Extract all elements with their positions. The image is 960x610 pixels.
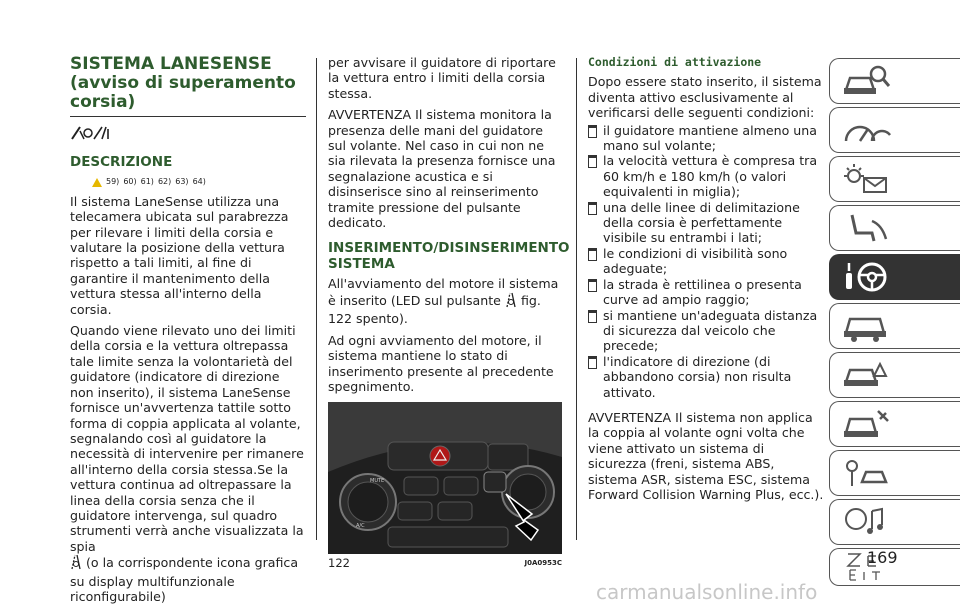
tab-maintenance[interactable] [829,401,960,447]
warning-paragraph: AVVERTENZA Il sistema monitora la presenza delle mani del guidatore sul volante. Nel caso in cui non ne sia rilevata la presenza fornisce una segnalazione acustica e si disinserisce sino al reinserimento tramite pressione del pulsante dedicato. [328,107,556,231]
paragraph: per avvisare il guidatore di riportare la vettura entro i limiti della corsia stessa. [328,55,556,101]
car-data-icon [842,456,892,490]
tab-dashboard[interactable] [829,107,960,153]
figure-number: 122 [328,556,350,571]
paragraph: Ad ogni avviamento del motore, il sistema mantiene lo stato di inserimento presente al precedente spegnimento. [328,332,554,394]
car-wrench-icon [842,407,892,441]
list-item: la strada è rettilinea o presenta curve ad ampio raggio; [588,277,824,308]
watermark: carmanualsonline.info [596,580,818,604]
dashboard-gauge-icon [842,113,892,147]
title-divider [70,116,306,117]
mute-label: MUTE [370,478,385,485]
list-item: l'indicatore di direzione (di abbandono corsia) non risulta attivato. [588,354,824,400]
paragraph: All'avviamento del motore il sistema è inserito (LED sul pulsante fig. 122 spento). [328,276,559,327]
lane-button-icon [505,292,517,311]
subheading-condizioni: Condizioni di attivazione [588,55,762,69]
tab-emergency[interactable] [829,352,960,398]
column-divider [576,58,577,540]
column-3 [588,55,824,508]
tab-safety-steering[interactable] [829,254,960,300]
ac-label: A/C [356,523,365,530]
list-item: il guidatore mantiene almeno una mano sul volante; [588,123,824,154]
figure-code: J0A0953C [524,559,562,568]
bullet-icon [588,202,597,215]
warning-light-message-icon [842,162,892,196]
paragraph: Dopo essere stato inserito, il sistema diventa attivo esclusivamente al verificarsi delle seguenti condizioni: [588,74,822,121]
list-item: si mantiene un'adeguata distanza di sicurezza dal veicolo che precede; [588,308,824,354]
section-heading-descrizione: DESCRIZIONE [70,154,173,171]
bullet-icon [588,125,597,138]
warning-paragraph: AVVERTENZA Il sistema non applica la coppia al volante ogni volta che viene attivato un sistema di sicurezza (freni, sistema ABS, sistema ASR, sistema ESC, sistema Forward Collision Warning Plus, ecc.). [588,409,824,502]
bullet-icon [588,279,597,292]
list-item: le condizioni di visibilità sono adeguate; [588,246,824,277]
column-divider [316,58,317,540]
lanesense-logo-icon [70,125,306,144]
warning-references: 59) 60) 61) 62) 63) 64) [92,174,306,189]
page-number: 169 [867,548,898,567]
paragraph: (o la corrispondente icona grafica su display multifunzionale riconfigurabile) [70,555,299,604]
bullet-icon [588,248,597,261]
bullet-icon [588,155,597,168]
figure-caption [328,556,562,571]
car-search-icon [842,64,892,98]
bullet-icon [588,310,597,323]
tab-technical-data[interactable] [829,450,960,496]
tab-start[interactable] [829,303,960,349]
lane-warning-lamp-icon [70,554,82,573]
warning-triangle-icon [92,178,102,187]
figure-dashboard-photo [328,402,562,554]
tab-multimedia[interactable] [829,499,960,545]
page-title: SISTEMA LANESENSE (avviso di superamento corsia) [70,54,296,112]
column-1 [70,55,306,610]
paragraph: Il sistema LaneSense utilizza una telecamera ubicata sul parabrezza per rilevare i limiti della corsia e valutare la posizione della vettura rispetto a tali limiti, al fine di garantire il mantenimento della vettura stessa all'interno della corsia. [70,193,289,317]
bullet-icon [588,356,597,369]
tab-seats[interactable] [829,205,960,251]
section-heading-inserimento: INSERIMENTO/DISINSERIMENTO SISTEMA [328,240,570,273]
conditions-list [588,123,824,400]
multimedia-icon [842,505,892,539]
list-item: una delle linee di delimitazione della corsia è perfettamente visibile su entrambi i lati; [588,200,824,246]
paragraph: Quando viene rilevato uno dei limiti della corsia e la vettura oltrepassa tale limite senza la volontarietà del guidatore (indicatore di direzione non inserito), il sistema LaneSense fornisce un'avvertenza tattile sotto forma di coppia applicata al volante, segnalando così al guidatore la necessità di intervenire per rimanere all'interno della corsia stessa.Se la vettura continua ad oltrepassare la linea della corsia senza che il guidatore intervenga, sul quadro strumenti verrà anche visualizzata la spia [70,323,304,554]
car-start-icon [842,309,892,343]
steering-wheel-safety-icon [840,259,896,295]
tab-car-search[interactable] [829,58,960,104]
list-item: la velocità vettura è compresa tra 60 km/h e 180 km/h (o valori equivalenti in miglia); [588,153,824,199]
tab-warning-lights[interactable] [829,156,960,202]
emergency-car-icon [842,358,892,392]
car-seat-icon [842,211,892,245]
column-2 [328,55,570,572]
